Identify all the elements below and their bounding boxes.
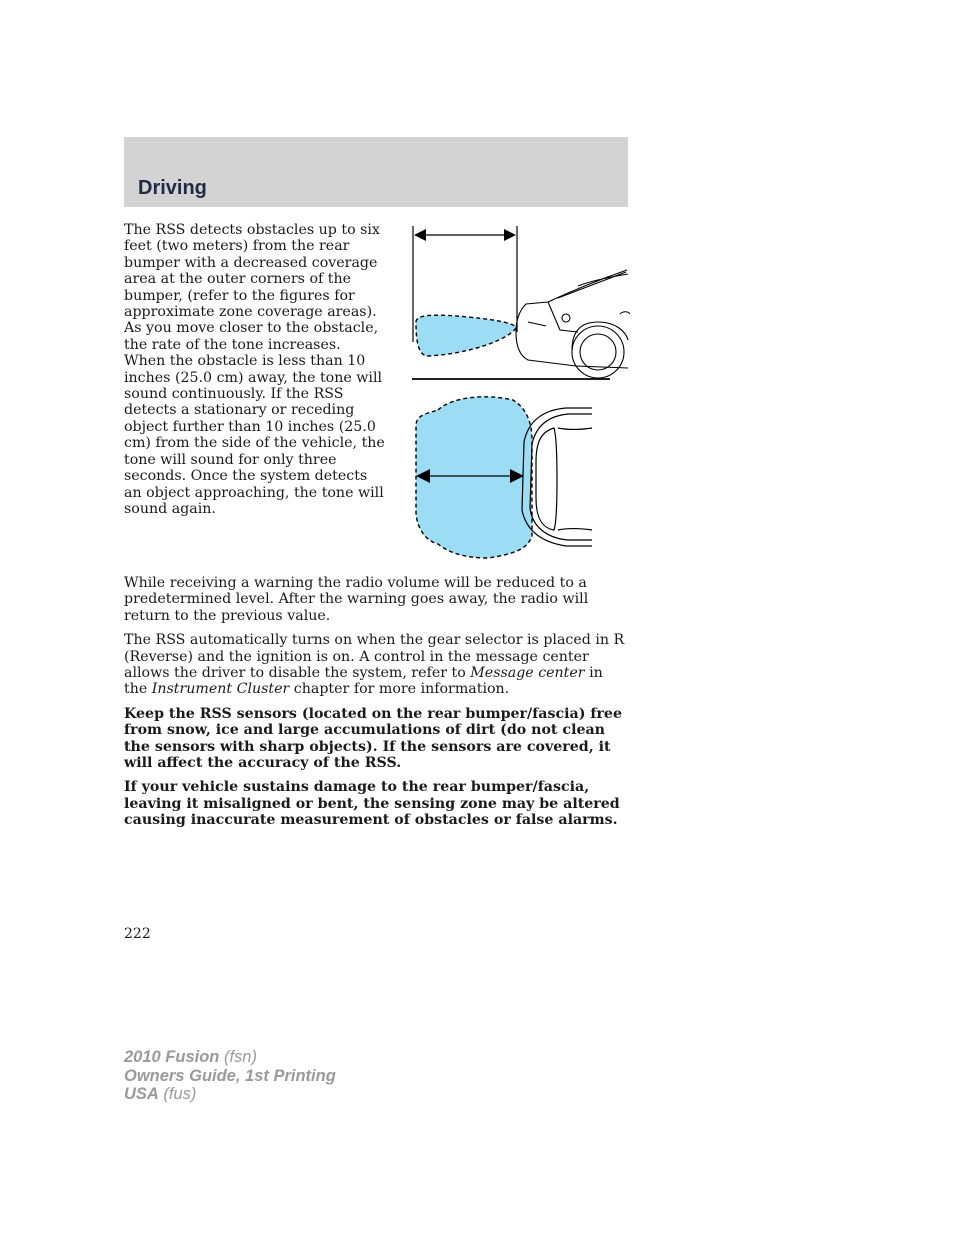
section-header-band <box>124 137 628 207</box>
auto-on-text-1: The RSS automatically turns on when the gear selector is placed in R (Reverse) and the ignition is on. A control in the message center allows the driver to disable the system, refer to <box>124 632 625 682</box>
body-text <box>124 575 628 837</box>
footer-line-2: Owners Guide, 1st Printing <box>124 1066 336 1085</box>
auto-on-text-2: in the <box>124 665 603 698</box>
intro-paragraph: The RSS detects obstacles up to six feet (two meters) from the rear bumper with a decreased coverage area at the outer corners of the bumper, (refer to the figures for approximate zone coverage areas). As you move closer to the obstacle, the rate of the tone increases. When the obstacle is less than 10 inches (25.0 cm) away, the tone will sound continuously. If the RSS detects a stationary or receding object further than 10 inches (25.0 cm) from the side of the vehicle, the tone will sound for only three seconds. Once the system detects an object approaching, the tone will sound again. <box>124 222 385 517</box>
footer-model-code: (fsn) <box>219 1048 257 1066</box>
side-view <box>412 226 630 379</box>
footer-market: USA <box>124 1085 159 1103</box>
auto-on-paragraph <box>124 632 628 698</box>
rss-coverage-figure <box>408 222 630 562</box>
radio-warning-paragraph: While receiving a warning the radio volume will be reduced to a predetermined level. After the warning goes away, the radio will return to the previous value. <box>124 575 589 624</box>
damage-warning: If your vehicle sustains damage to the rear bumper/fascia, leaving it misaligned or bent, the sensing zone may be altered causing inaccurate measurement of obstacles or false alarms. <box>124 779 620 829</box>
side-coverage-zone <box>416 315 516 356</box>
footer-line-1 <box>124 1048 336 1067</box>
footer-market-code: (fus) <box>158 1085 197 1103</box>
footer-model: 2010 Fusion <box>124 1048 220 1066</box>
message-center-ref: Message center <box>470 665 585 682</box>
document-footer <box>124 1048 336 1104</box>
keep-clean-warning: Keep the RSS sensors (located on the rear bumper/fascia) free from snow, ice and large accumulations of dirt (do not clean the sensors with sharp objects). If the sensors are covered, it will affect the accuracy of the RSS. <box>124 705 622 772</box>
instrument-cluster-ref: Instrument Cluster <box>151 681 290 698</box>
arrow-left-icon <box>414 229 426 241</box>
auto-on-text-3: chapter for more information. <box>289 681 510 698</box>
footer-line-3 <box>124 1085 336 1104</box>
arrow-right-icon <box>504 229 516 241</box>
page-number: 222 <box>124 926 151 942</box>
top-view <box>416 397 592 558</box>
section-title: Driving <box>138 177 207 199</box>
rss-coverage-diagram <box>408 222 630 562</box>
car-rear-side-icon <box>516 270 630 378</box>
